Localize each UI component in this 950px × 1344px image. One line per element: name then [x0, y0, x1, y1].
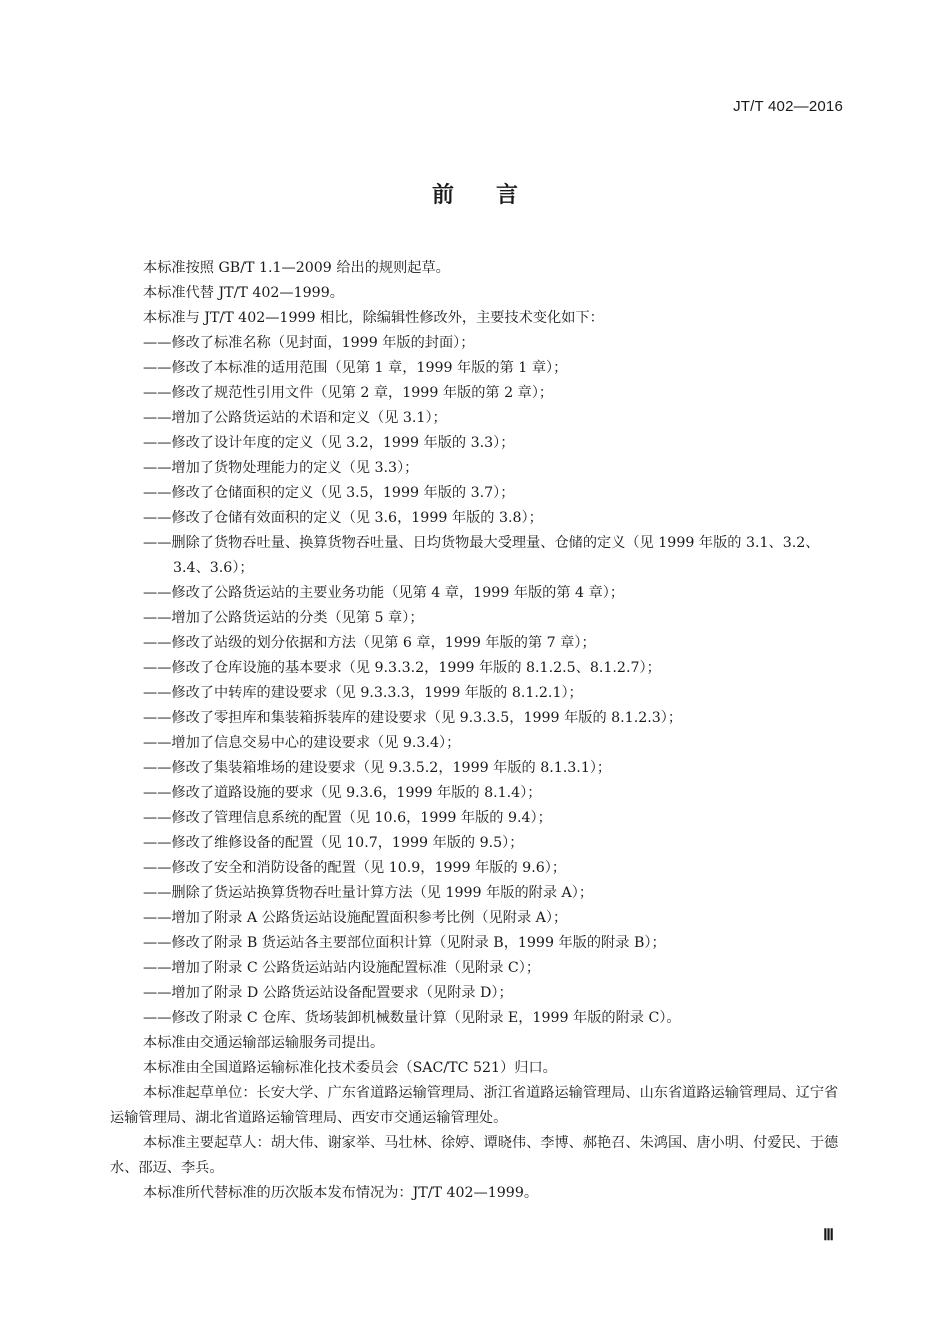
- change-item: ——增加了附录 A 公路货运站设施配置面积参考比例（见附录 A）；: [143, 910, 568, 926]
- intro-paragraph: 本标准代替 JT/T 402—1999。: [143, 285, 344, 301]
- change-item: ——增加了货物处理能力的定义（见 3.3）；: [143, 460, 419, 476]
- change-item: ——修改了附录 C 仓库、货场装卸机械数量计算（见附录 E，1999 年版的附录 C）。: [143, 1010, 681, 1026]
- change-item: ——修改了中转库的建设要求（见 9.3.3.3，1999 年版的 8.1.2.1）；: [143, 685, 583, 701]
- intro-paragraph: 本标准与 JT/T 402—1999 相比，除编辑性修改外，主要技术变化如下：: [143, 310, 604, 326]
- change-item: ——修改了附录 B 货运站各主要部位面积计算（见附录 B，1999 年版的附录 B）；: [143, 935, 666, 951]
- closing-paragraph: 本标准由全国道路运输标准化技术委员会（SAC/TC 521）归口。: [143, 1060, 557, 1076]
- change-item: ——修改了仓储有效面积的定义（见 3.6，1999 年版的 3.8）；: [143, 510, 543, 526]
- page-title: 前言: [431, 183, 560, 208]
- intro-paragraph: 本标准按照 GB/T 1.1—2009 给出的规则起草。: [143, 260, 450, 276]
- page-number: Ⅲ: [822, 1227, 834, 1244]
- change-item: ——删除了货物吞吐量、换算货物吞吐量、日均货物最大受理量、仓储的定义（见 1999 年版的 3.1、3.2、3.4、3.6）；: [143, 535, 820, 576]
- change-item: ——删除了货运站换算货物吞吐量计算方法（见 1999 年版的附录 A）；: [143, 885, 594, 901]
- change-item: ——修改了仓库设施的基本要求（见 9.3.3.2，1999 年版的 8.1.2.5、8.1.2.7）；: [143, 660, 661, 676]
- change-item: ——修改了本标准的适用范围（见第 1 章，1999 年版的第 1 章）；: [143, 360, 568, 376]
- change-item: ——增加了公路货运站的术语和定义（见 3.1）；: [143, 410, 447, 426]
- change-item: ——增加了公路货运站的分类（见第 5 章）；: [143, 610, 424, 626]
- change-item: ——修改了安全和消防设备的配置（见 10.9，1999 年版的 9.6）；: [143, 860, 567, 876]
- history-paragraph: 本标准所代替标准的历次版本发布情况为：JT/T 402—1999。: [143, 1185, 539, 1201]
- change-item: ——修改了设计年度的定义（见 3.2，1999 年版的 3.3）；: [143, 435, 515, 451]
- change-item: ——修改了集装箱堆场的建设要求（见 9.3.5.2，1999 年版的 8.1.3.1）；: [143, 760, 612, 776]
- foreword-body: [110, 256, 847, 1206]
- drafters-paragraph: 本标准主要起草人：胡大伟、谢家举、马壮林、徐婷、谭晓伟、李博、郝艳召、朱鸿国、唐小明、付爱民、于德水、邵迈、李兵。: [110, 1135, 839, 1176]
- change-item: ——修改了维修设备的配置（见 10.7，1999 年版的 9.5）；: [143, 835, 524, 851]
- change-item: ——增加了信息交易中心的建设要求（见 9.3.4）；: [143, 735, 461, 751]
- closing-paragraph: 本标准由交通运输部运输服务司提出。: [143, 1035, 385, 1051]
- change-item: ——修改了道路设施的要求（见 9.3.6，1999 年版的 8.1.4）；: [143, 785, 542, 801]
- change-item: ——修改了规范性引用文件（见第 2 章，1999 年版的第 2 章）；: [143, 385, 554, 401]
- change-item: ——修改了仓储面积的定义（见 3.5，1999 年版的 3.7）；: [143, 485, 515, 501]
- change-item: ——修改了公路货运站的主要业务功能（见第 4 章，1999 年版的第 4 章）；: [143, 585, 625, 601]
- standard-number: JT/T 402—2016: [733, 98, 843, 115]
- change-item: ——增加了附录 C 公路货运站站内设施配置标准（见附录 C）；: [143, 960, 541, 976]
- change-item: ——增加了附录 D 公路货运站设备配置要求（见附录 D）；: [143, 985, 513, 1001]
- change-item: ——修改了零担库和集装箱拆装库的建设要求（见 9.3.3.5，1999 年版的 8.1.2.3）；: [143, 710, 683, 726]
- change-item: ——修改了管理信息系统的配置（见 10.6，1999 年版的 9.4）；: [143, 810, 552, 826]
- change-item: ——修改了站级的划分依据和方法（见第 6 章，1999 年版的第 7 章）；: [143, 635, 596, 651]
- drafting-units-paragraph: 本标准起草单位：长安大学、广东省道路运输管理局、浙江省道路运输管理局、山东省道路运输管理局、辽宁省运输管理局、湖北省道路运输管理局、西安市交通运输管理处。: [110, 1085, 839, 1126]
- change-item: ——修改了标准名称（见封面，1999 年版的封面）；: [143, 335, 475, 351]
